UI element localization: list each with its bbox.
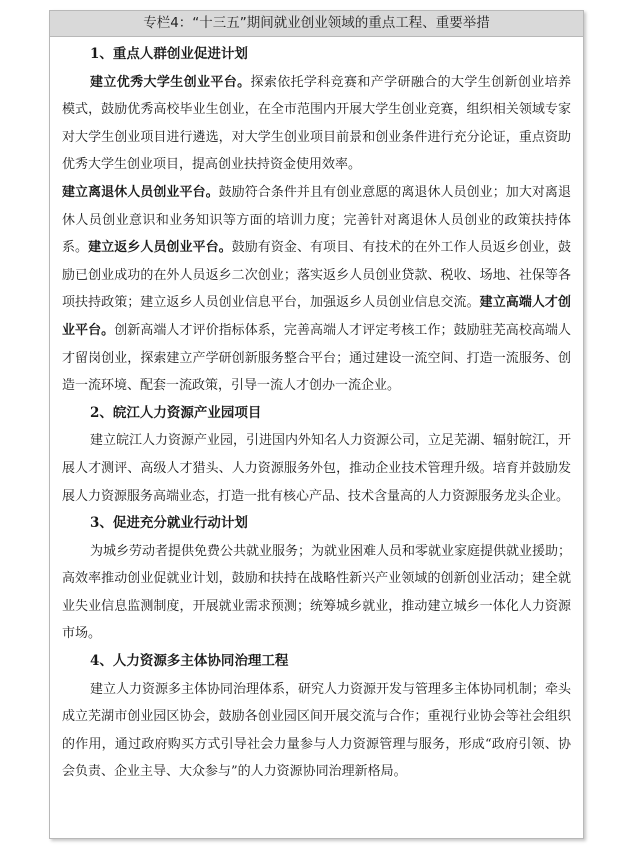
bold-heading: 建立高端人才创业平台。 [62,295,571,338]
section-title-2: 2、皖江人力资源产业园项目 [90,404,262,421]
bold-heading: 建立返乡人员创业平台。 [88,240,232,256]
bold-heading: 建立优秀大学生创业平台。 [90,74,251,90]
paragraph-employment: 为城乡劳动者提供免费公共就业服务；为就业困难人员和零就业家庭提供就业援助；高效率推动创业促就业计划，鼓励和扶持在战略性新兴产业领域的创新创业活动；建全就业失业信息监测制度，开展就业需求预测；统筹城乡就业，推动建立城乡一体化人力资源市场。 [62,543,572,642]
paragraph-text: 鼓励有资金、有项目、有技术的在外工作人员返乡创业，鼓励已创业成功的在外人员返乡二次创业；落实返乡人员创业贷款、税收、场地、社保等各项扶持政策；建立返乡人员创业信息平台，加强返乡人员创业信息交流。 [62,240,571,311]
section-title-4: 4、人力资源多主体协同治理工程 [90,653,289,670]
paragraph-text: 鼓励符合条件并且有创业意愿的离退休人员创业；加大对离退休人员创业意识和业务知识等方面的培训力度；完善针对离退休人员创业的政策扶持体系。 [62,184,571,256]
column-content [50,37,583,786]
section-title-1: 1、重点人群创业促进计划 [90,46,248,62]
paragraph-wanjiang: 建立皖江人力资源产业园，引进国内外知名人力资源公司，立足芜湖、辐射皖江，开展人才测评、高级人才猎头、人力资源服务外包，推动企业技术管理升级。培育并鼓励发展人力资源服务高端业态，打造一批有核心产品、技术含量高的人力资源服务龙头企业。 [62,433,572,504]
column-header: 专栏4：“十三五”期间就业创业领域的重点工程、重要举措 [50,11,583,37]
paragraph-college-students [62,69,571,179]
section-title-3: 3、促进充分就业行动计划 [90,515,248,532]
paragraph-retirees-returnees-talent [62,179,571,400]
paragraph-text: 创新高端人才评价指标体系，完善高端人才评定考核工作；鼓励驻芜高校高端人才留岗创业，探索建立产学研创新服务整合平台；通过建设一流空间、打造一流服务、创造一流环境、配套一流政策，引导一流人才创办一流企业。 [62,322,571,394]
column-box [49,10,584,839]
bold-heading: 建立离退休人员创业平台。 [62,184,219,200]
paragraph-governance: 建立人力资源多主体协同治理体系，研究人力资源开发与管理多主体协同机制；牵头成立芜湖市创业园区协会，鼓励各创业园区间开展交流与合作；重视行业协会等社会组织的作用，通过政府购买方式引导社会力量参与人力资源管理与服务，形成“政府引领、协会负责、企业主导、大众参与”的人力资源协同治理新格局。 [62,681,572,780]
paragraph-text: 探索依托学科竞赛和产学研融合的大学生创新创业培养模式，鼓励优秀高校毕业生创业，在全市范围内开展大学生创业竞赛，组织相关领域专家对大学生创业项目进行遴选，对大学生创业项目前景和创业条件进行充分论证，重点资助优秀大学生创业项目，提高创业扶持资金使用效率。 [62,74,571,173]
